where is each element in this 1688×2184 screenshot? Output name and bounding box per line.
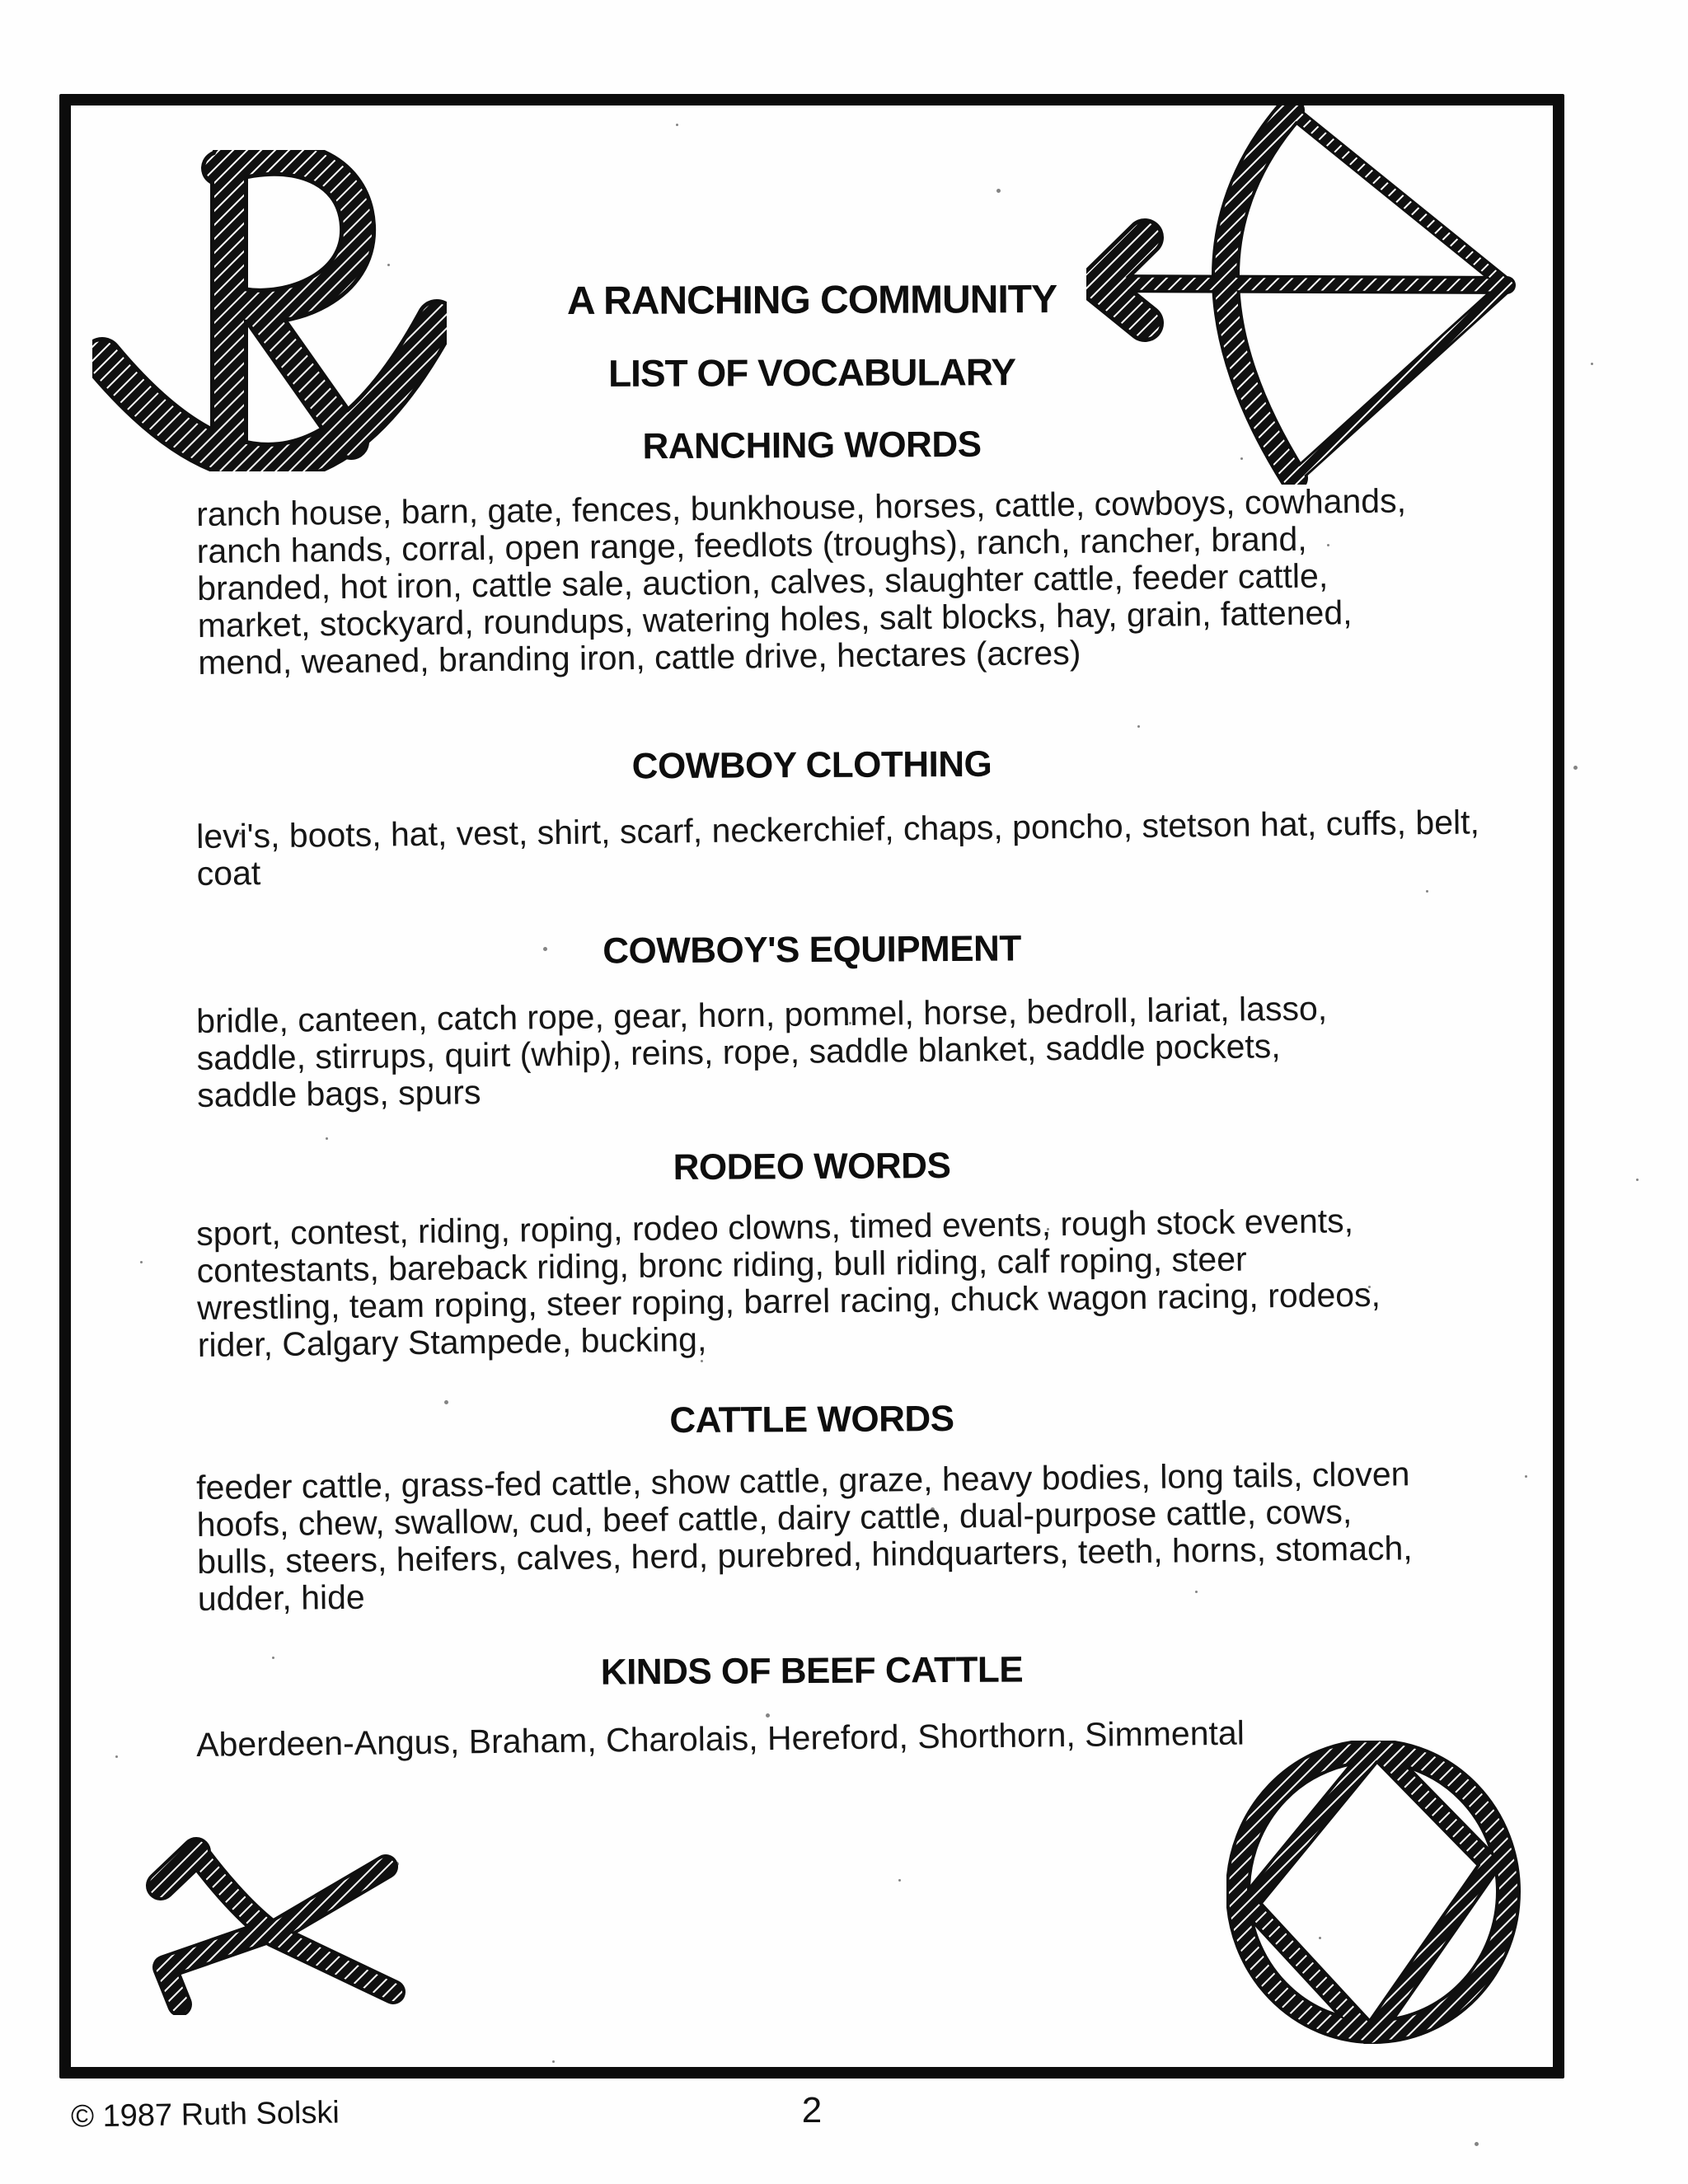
word-list-beef-cattle: Aberdeen-Angus, Braham, Charolais, Hereford, Shorthorn, Simmental (195, 1713, 1245, 1764)
section-heading-cowboy-clothing: COWBOY CLOTHING (631, 743, 992, 787)
section-heading-cowboys-equipment: COWBOY'S EQUIPMENT (603, 928, 1021, 972)
word-list-rodeo: sport, contest, riding, roping, rodeo clowns, timed events, rough stock events, contestants, bareback riding, bronc riding, bull riding, calf roping, steer wrestling, team roping, steer roping, barrel racing, chuck wagon racing, rodeos, rider, Calgary Stampede, bucking, (195, 1202, 1381, 1364)
section-heading-rodeo-words: RODEO WORDS (673, 1145, 951, 1188)
circle-diamond-brand-icon (1226, 1741, 1523, 2044)
section-heading-cattle-words: CATTLE WORDS (669, 1398, 954, 1441)
word-list-cowboy-clothing: levi's, boots, hat, vest, shirt, scarf, neckerchief, chaps, poncho, stetson hat, cuffs, belt, coat (195, 803, 1480, 893)
scan-noise (0, 0, 2, 2)
page-number: 2 (801, 2090, 823, 2130)
section-heading-ranching-words: RANCHING WORDS (642, 424, 982, 467)
section-heading-kinds-of-beef-cattle: KINDS OF BEEF CATTLE (600, 1649, 1024, 1693)
copyright-notice: © 1987 Ruth Solski (70, 2095, 340, 2135)
page-title: A RANCHING COMMUNITY (566, 277, 1057, 324)
word-list-ranching: ranch house, barn, gate, fences, bunkhouse, horses, cattle, cowboys, cowhands, ranch hands, corral, open range, feedlots (troughs), ranch, rancher, brand, branded, hot iron, cattle sale, auction, calves, slaughter cattle, feeder cattle, market, stockyard, roundups, watering holes, salt blocks, hay, grain, fattened, mend, weaned, branding iron, cattle drive, hectares (acres) (195, 481, 1407, 682)
page-subtitle: LIST OF VOCABULARY (607, 350, 1016, 395)
word-list-cattle: feeder cattle, grass-fed cattle, show cattle, graze, heavy bodies, long tails, cloven hoofs, chew, swallow, cud, beef cattle, dairy cattle, dual-purpose cattle, cows, bulls, steers, heifers, calves, herd, purebred, hindquarters, teeth, horns, stomach, udder, hide (195, 1455, 1413, 1618)
word-list-cowboys-equipment: bridle, canteen, catch rope, gear, horn, pommel, horse, bedroll, lariat, lasso, saddle, stirrups, quirt (whip), reins, rope, saddle blanket, saddle pockets, saddle bags, spurs (195, 989, 1328, 1114)
horse-brand-icon (124, 1821, 429, 2015)
